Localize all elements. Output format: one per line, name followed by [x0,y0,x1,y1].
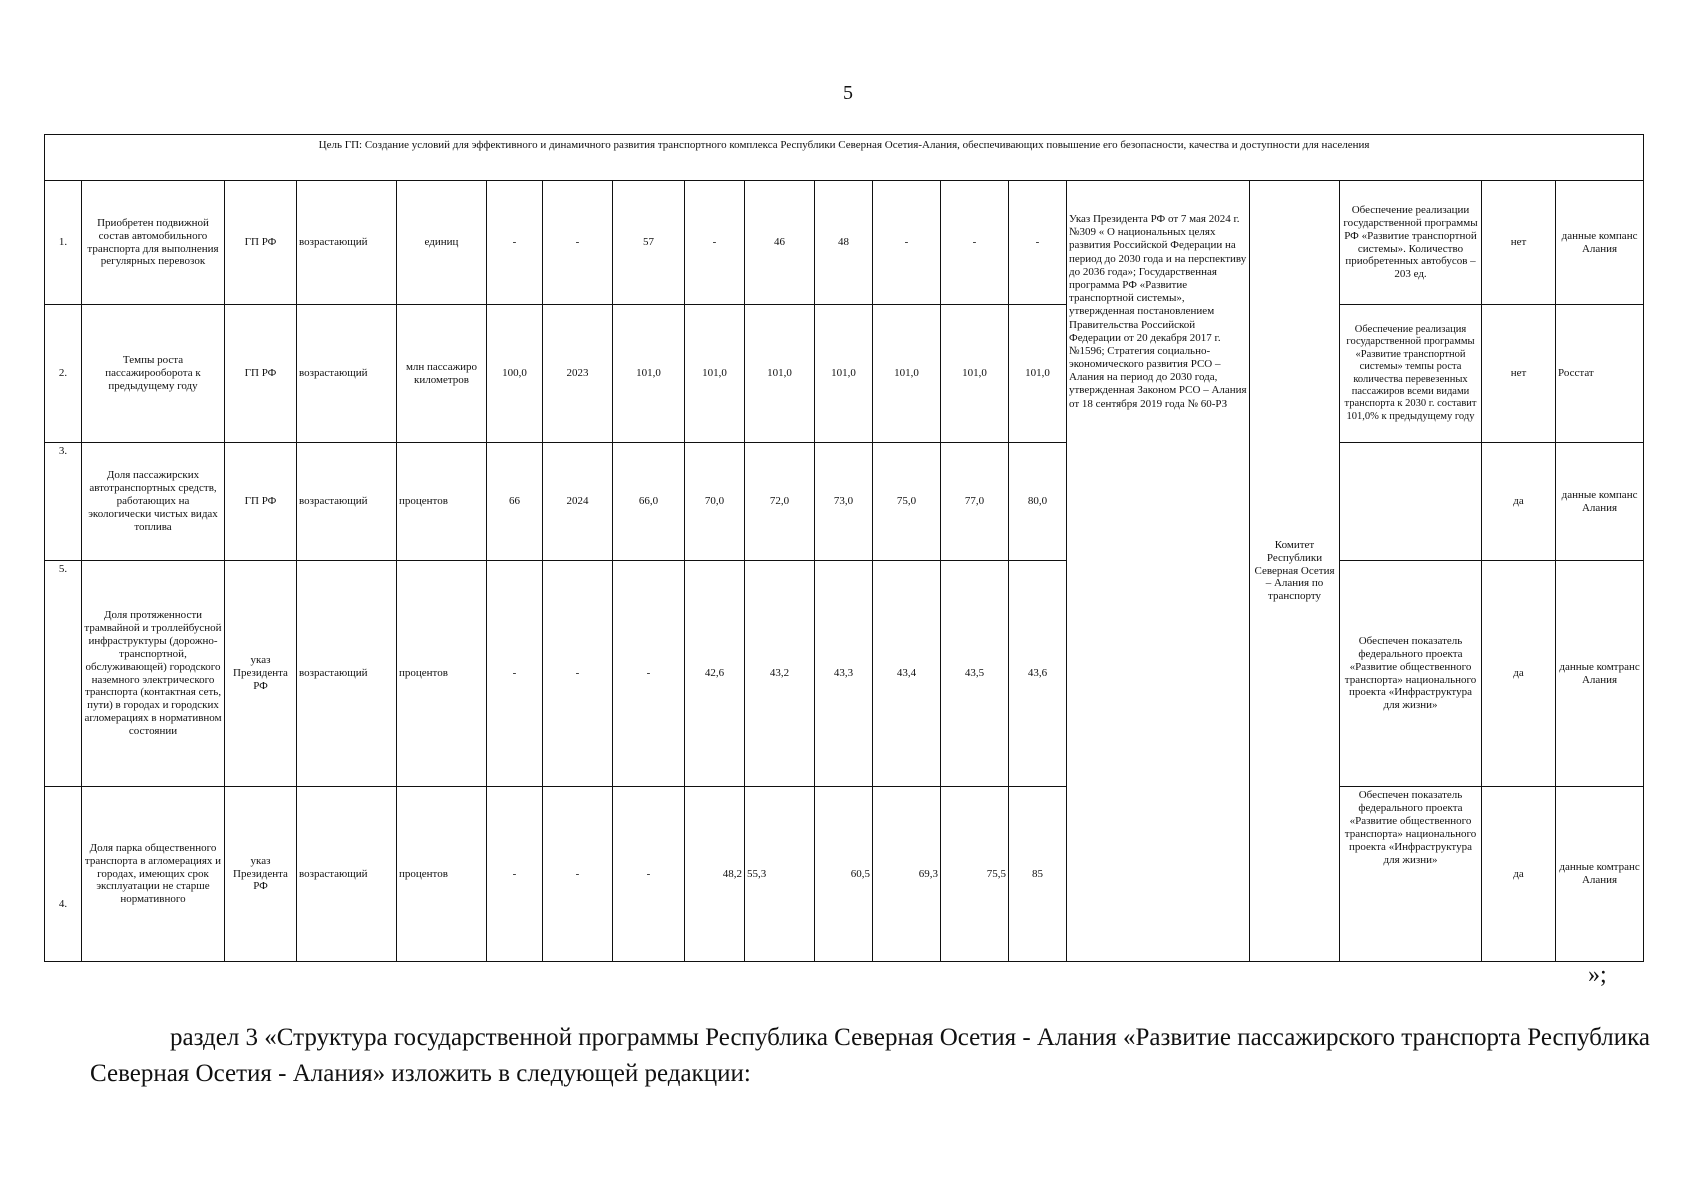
indicator-level: ГП РФ [225,181,297,305]
row-number: 2. [45,305,82,443]
value-cell: 101,0 [941,305,1009,443]
value-cell: 43,5 [941,561,1009,787]
base-year: 2023 [543,305,613,443]
value-cell: 80,0 [1009,443,1067,561]
value-cell: - [873,181,941,305]
indicators-table [44,134,1644,962]
goal-row [45,135,1644,181]
base-value: 100,0 [487,305,543,443]
flag-cell: да [1482,561,1556,787]
value-cell: - [613,787,685,962]
indicator-trend: возрастающий [297,787,397,962]
result-cell [1340,443,1482,561]
value-cell: 43,2 [745,561,815,787]
value-cell: 77,0 [941,443,1009,561]
source-cell: данные компанс Алания [1556,443,1644,561]
indicator-name: Доля парка общественного транспорта в агломерациях и городах, имеющих срок эксплуатации не старше нормативного [82,787,225,962]
responsible-cell: Комитет Республики Северная Осетия – Алания по транспорту [1250,181,1340,962]
base-year: - [543,561,613,787]
row-number: 3. [45,443,82,561]
value-cell: 75,0 [873,443,941,561]
table-row [45,561,1644,787]
value-cell: 75,5 [941,787,1009,962]
value-cell: 43,3 [815,561,873,787]
result-cell: Обеспечение реализации государственной программы РФ «Развитие транспортной системы». Количество приобретенных автобусов – 203 ед. [1340,181,1482,305]
value-cell: 101,0 [815,305,873,443]
value-cell: 55,3 [745,787,815,962]
source-cell: данные компанс Алания [1556,181,1644,305]
flag-cell: нет [1482,181,1556,305]
indicator-unit: млн пассажиро километров [397,305,487,443]
value-cell: 42,6 [685,561,745,787]
indicator-unit: процентов [397,787,487,962]
indicator-name: Приобретен подвижной состав автомобильного транспорта для выполнения регулярных перевозок [82,181,225,305]
value-cell: 43,4 [873,561,941,787]
value-cell: 60,5 [815,787,873,962]
value-cell: 66,0 [613,443,685,561]
indicator-name: Темпы роста пассажирооборота к предыдущему году [82,305,225,443]
value-cell: 69,3 [873,787,941,962]
value-cell: 101,0 [873,305,941,443]
result-cell: Обеспечение реализация государственной программы «Развитие транспортной системы» темпы роста количества перевезенных пассажиров всеми видами транспорта к 2030 г. составит 101,0% к предыдущему году [1340,305,1482,443]
documents-cell: Указ Президента РФ от 7 мая 2024 г. №309 « О национальных целях развития Российской Федерации на период до 2030 года и на перспективу до 2036 года»; Государственная программа РФ «Развитие транспортной системы», утвержденная постановлением Правительства Российской Федерации от 20 декабря 2017 г. №1596; Стратегия социально-экономического развития РСО – Алания на период до 2030 года, утвержденная Законом РСО – Алания от 18 сентября 2019 года № 60-РЗ [1067,181,1250,962]
indicator-trend: возрастающий [297,181,397,305]
value-cell: - [685,181,745,305]
value-cell: 70,0 [685,443,745,561]
base-value: - [487,181,543,305]
table-row [45,443,1644,561]
base-value: - [487,561,543,787]
indicator-trend: возрастающий [297,305,397,443]
row-number: 1. [45,181,82,305]
source-cell: Росстат [1556,305,1644,443]
table-row [45,305,1644,443]
base-year: 2024 [543,443,613,561]
value-cell: 101,0 [685,305,745,443]
row-number: 4. [45,787,82,962]
indicator-trend: возрастающий [297,561,397,787]
indicator-unit: процентов [397,561,487,787]
page-number: 5 [843,82,853,104]
base-year: - [543,181,613,305]
indicator-level: указ Президента РФ [225,561,297,787]
source-cell: данные комтранс Алания [1556,787,1644,962]
value-cell: - [1009,181,1067,305]
flag-cell: да [1482,443,1556,561]
indicator-name: Доля пассажирских автотранспортных средств, работающих на экологически чистых видах топлива [82,443,225,561]
result-cell: Обеспечен показатель федерального проекта «Развитие общественного транспорта» национального проекта «Инфраструктура для жизни» [1340,787,1482,962]
table-row [45,181,1644,305]
value-cell: 101,0 [745,305,815,443]
indicator-unit: процентов [397,443,487,561]
value-cell: 46 [745,181,815,305]
value-cell: 101,0 [613,305,685,443]
result-cell: Обеспечен показатель федерального проекта «Развитие общественного транспорта» национального проекта «Инфраструктура для жизни» [1340,561,1482,787]
value-cell: - [941,181,1009,305]
value-cell: 43,6 [1009,561,1067,787]
value-cell: 48,2 [685,787,745,962]
base-value: 66 [487,443,543,561]
indicator-level: ГП РФ [225,305,297,443]
value-cell: 57 [613,181,685,305]
value-cell: 48 [815,181,873,305]
base-year: - [543,787,613,962]
indicator-level: ГП РФ [225,443,297,561]
row-number: 5. [45,561,82,787]
indicator-trend: возрастающий [297,443,397,561]
table-row [45,787,1644,962]
indicator-name: Доля протяженности трамвайной и троллейбусной инфраструктуры (дорожно-транспортной, обслуживающей) городского наземного электрического транспорта (контактная сеть, пути) в городах и городских агломерациях в нормативном состоянии [82,561,225,787]
indicator-unit: единиц [397,181,487,305]
closing-quote: »; [1588,962,1607,988]
value-cell: 85 [1009,787,1067,962]
source-cell: данные комтранс Алания [1556,561,1644,787]
body-paragraph [90,1020,1650,1092]
value-cell: 101,0 [1009,305,1067,443]
value-cell: - [613,561,685,787]
indicator-level: указ Президента РФ [225,787,297,962]
value-cell: 73,0 [815,443,873,561]
flag-cell: нет [1482,305,1556,443]
goal-text: Цель ГП: Создание условий для эффективного и динамичного развития транспортного комплекса Республики Северная Осетия-Алания, обеспечивающих повышение его безопасности, качества и доступности для населения [45,135,1644,181]
base-value: - [487,787,543,962]
value-cell: 72,0 [745,443,815,561]
paragraph-text: раздел 3 «Структура государственной программы Республика Северная Осетия - Алания «Развитие пассажирского транспорта Республика Северная Осетия - Алания» изложить в следующей редакции: [90,1024,1650,1087]
flag-cell: да [1482,787,1556,962]
